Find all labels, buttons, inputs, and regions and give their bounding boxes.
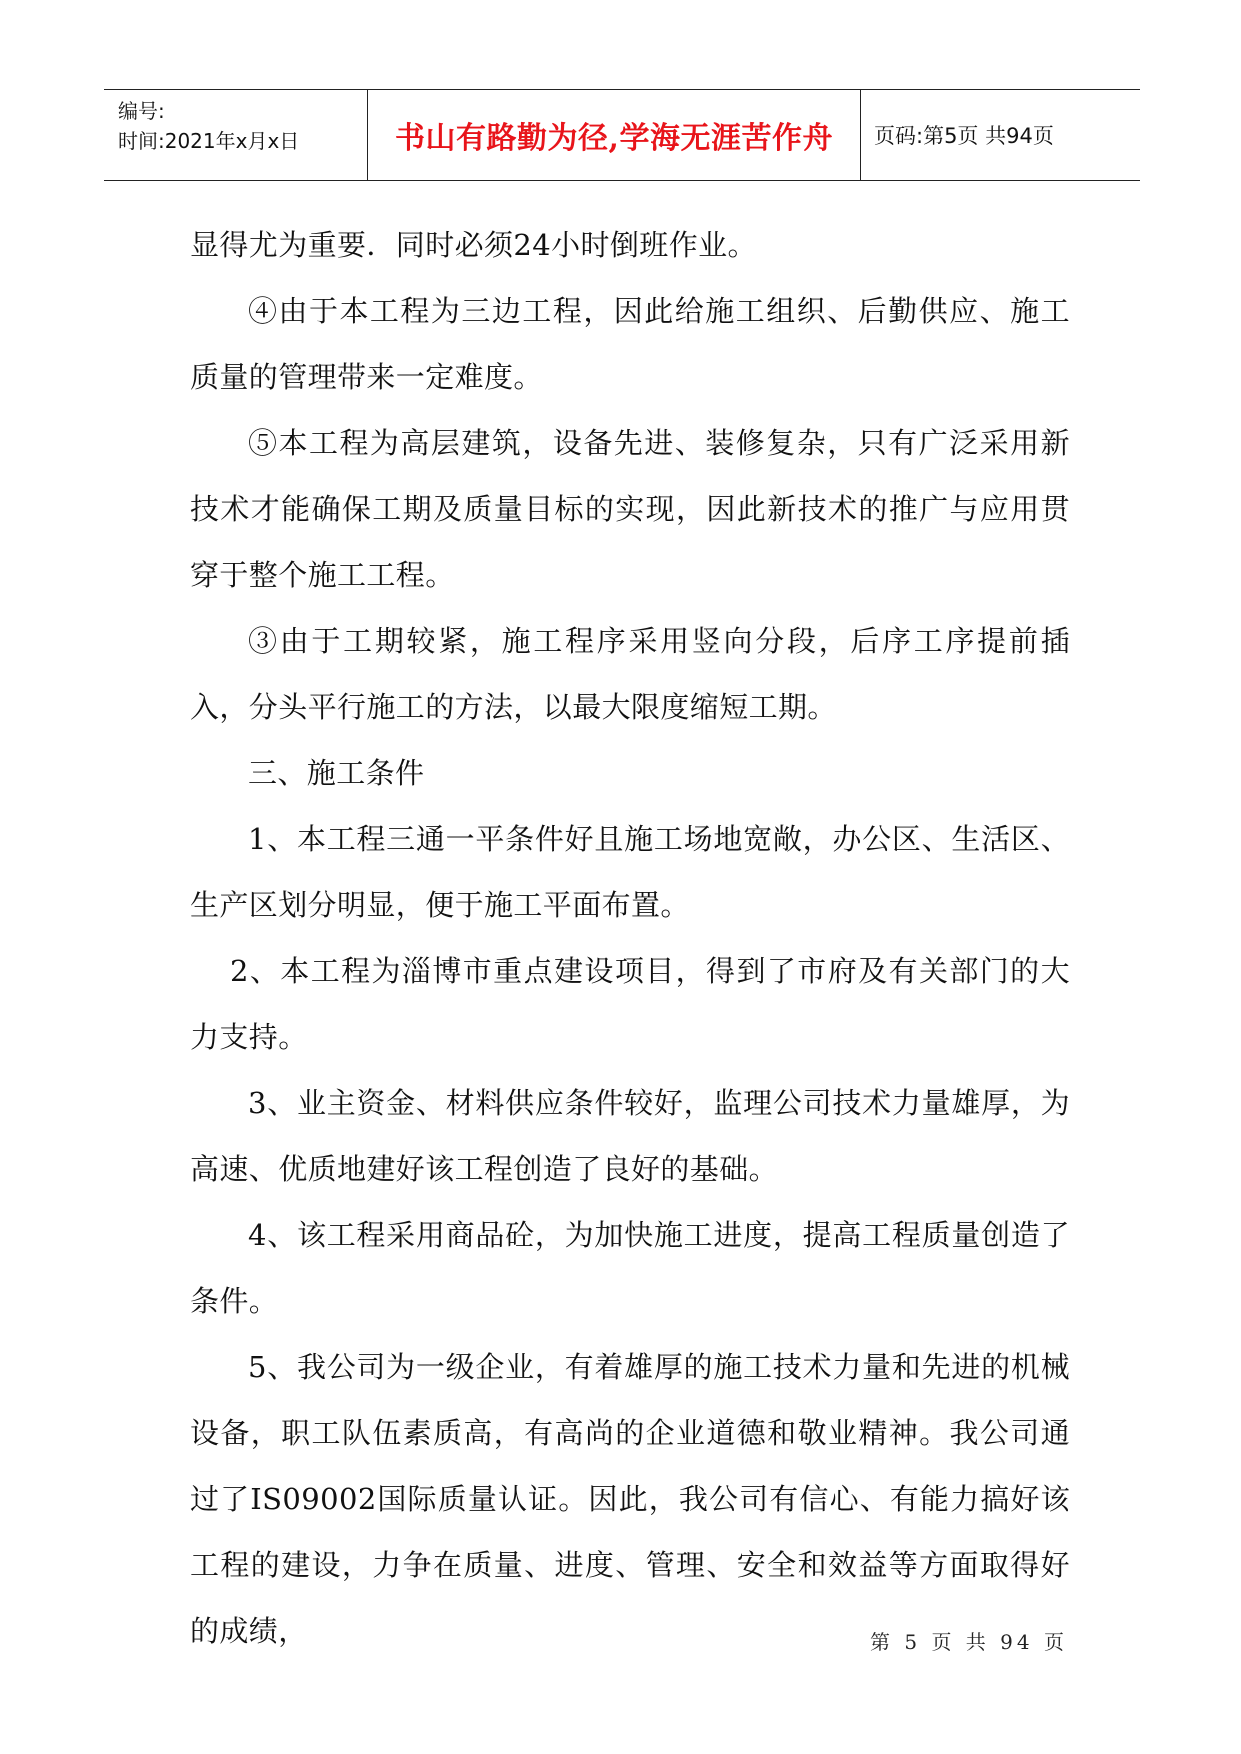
paragraph-item: 3、业主资金、材料供应条件较好，监理公司技术力量雄厚，为高速、优质地建好该工程创造了良好的基础。 (190, 1086, 1070, 1186)
header-divider (860, 90, 861, 180)
paragraph-item: 4、该工程采用商品砼，为加快施工进度，提高工程质量创造了条件。 (190, 1218, 1070, 1318)
paragraph-item: ④由于本工程为三边工程，因此给施工组织、后勤供应、施工质量的管理带来一定难度。 (190, 294, 1070, 394)
header-meta (118, 96, 299, 156)
header-motto: 书山有路勤为径,学海无涯苦作舟 (395, 121, 833, 156)
page-header (104, 89, 1140, 181)
paragraph-item: 1、本工程三通一平条件好且施工场地宽敞，办公区、生活区、生产区划分明显，便于施工平面布置。 (190, 822, 1070, 922)
paragraph-item: 2、本工程为淄博市重点建设项目，得到了市府及有关部门的大力支持。 (190, 954, 1070, 1054)
paragraph-item: 5、我公司为一级企业，有着雄厚的施工技术力量和先进的机械设备，职工队伍素质高，有高尚的企业道德和敬业精神。我公司通过了IS09002国际质量认证。因此，我公司有信心、有能力搞好该工程的建设，力争在质量、进度、管理、安全和效益等方面取得好的成绩， (190, 1350, 1070, 1648)
page-footer: 第 5 页 共 94 页 (870, 1630, 1068, 1654)
paragraph-item: ③由于工期较紧，施工程序采用竖向分段，后序工序提前插入，分头平行施工的方法，以最大限度缩短工期。 (190, 624, 1070, 724)
section-heading: 三、施工条件 (248, 756, 425, 790)
paragraph-continuation: 显得尤为重要．同时必须24小时倒班作业。 (190, 228, 757, 262)
document-body (190, 212, 1070, 1664)
document-number-label: 编号: (118, 99, 165, 123)
header-page-number: 页码:第5页 共94页 (874, 124, 1054, 148)
document-time-label: 时间:2021年x月x日 (118, 129, 300, 153)
paragraph-item: ⑤本工程为高层建筑，设备先进、装修复杂，只有广泛采用新技术才能确保工期及质量目标的实现，因此新技术的推广与应用贯穿于整个施工工程。 (190, 426, 1070, 592)
